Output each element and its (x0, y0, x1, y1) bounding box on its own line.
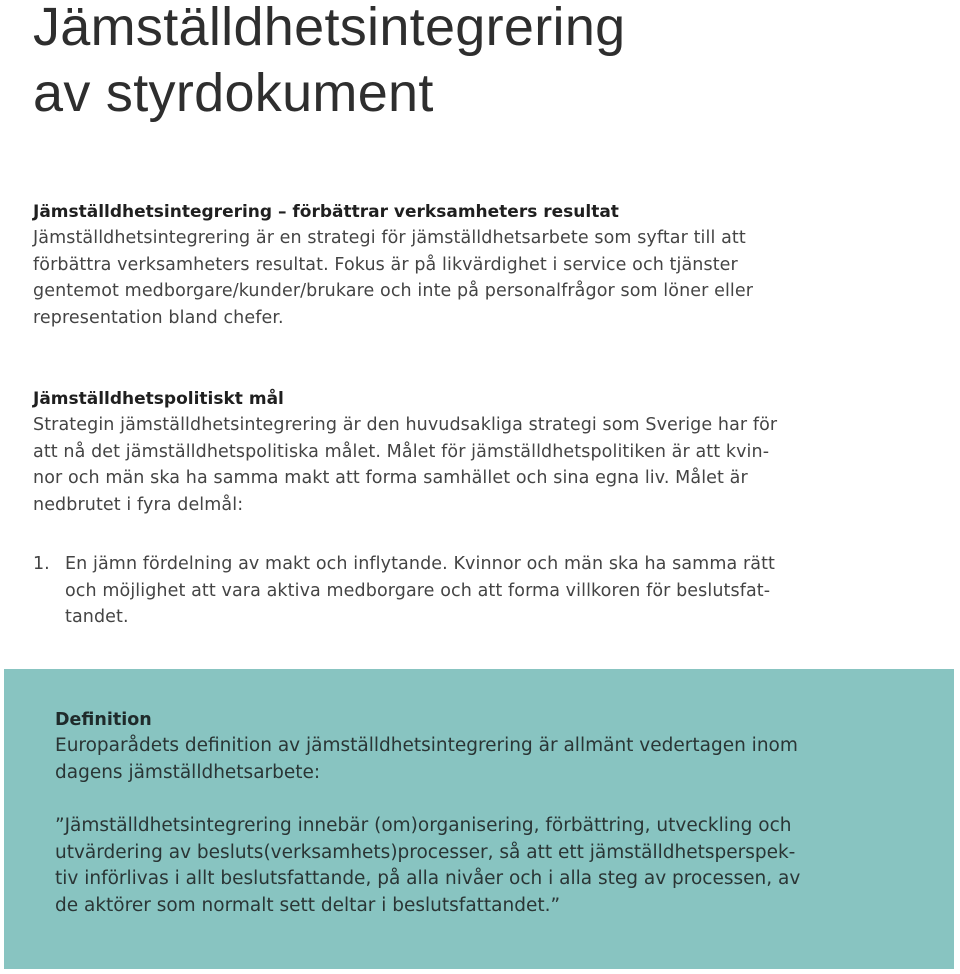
definition-intro-line: Europarådets definition av jämställdhetsintegrering är allmänt vedertagen inom (55, 735, 798, 756)
subgoal-list (33, 551, 933, 631)
section-policy-goal (33, 386, 933, 518)
section-results-heading: Jämställdhetsintegrering – förbättrar verksamheters resultat (33, 202, 619, 222)
paragraph-line: förbättra verksamheters resultat. Fokus är på likvärdighet i service och tjänster (33, 254, 738, 275)
definition-quote-line: de aktörer som normalt sett deltar i beslutsfattandet.” (55, 894, 561, 916)
list-item-line: tandet. (65, 607, 129, 627)
list-item-number: 1. (33, 554, 50, 574)
definition-quote-line: ”Jämställdhetsintegrering innebär (om)organisering, förbättring, utveckling och (55, 815, 792, 836)
definition-quote (55, 813, 935, 919)
list-item-line: En jämn fördelning av makt och inflytande. Kvinnor och män ska ha samma rätt (65, 554, 775, 574)
section-policy-goal-paragraph (33, 412, 933, 518)
paragraph-line: att nå det jämställdhetspolitiska målet. Målet för jämställdhetspolitiken är att kvin- (33, 441, 770, 462)
section-policy-goal-heading: Jämställdhetspolitiskt mål (33, 389, 284, 409)
page-title (33, 0, 626, 126)
paragraph-line: gentemot medborgare/kunder/brukare och inte på personalfrågor som löner eller (33, 281, 754, 301)
section-results (33, 199, 933, 331)
definition-box (4, 669, 954, 969)
paragraph-line: Strategin jämställdhetsintegrering är den huvudsakliga strategi som Sverige har för (33, 415, 778, 435)
definition-quote-line: utvärdering av besluts(verksamhets)processer, så att ett jämställdhetsperspek- (55, 841, 796, 863)
definition-quote-line: tiv införlivas i allt beslutsfattande, på alla nivåer och i alla steg av processen, av (55, 868, 801, 889)
definition-heading: Definition (55, 710, 152, 730)
paragraph-line: nor och män ska ha samma makt att forma samhället och sina egna liv. Målet är (33, 468, 748, 488)
paragraph-line: representation bland chefer. (33, 307, 284, 328)
page-title-line-1: Jämställdhetsintegrering (33, 0, 626, 57)
list-item-text (65, 551, 933, 631)
definition-content (55, 707, 935, 919)
paragraph-line: Jämställdhetsintegrering är en strategi för jämställdhetsarbete som syftar till att (33, 228, 746, 248)
list-item-line: och möjlighet att vara aktiva medborgare och att forma villkoren för beslutsfat- (65, 580, 771, 601)
page-title-line-2: av styrdokument (33, 63, 434, 123)
definition-intro (55, 733, 935, 786)
section-results-paragraph (33, 225, 933, 331)
definition-intro-line: dagens jämställdhetsarbete: (55, 761, 321, 783)
paragraph-line: nedbrutet i fyra delmål: (33, 494, 244, 515)
list-item (33, 551, 933, 631)
